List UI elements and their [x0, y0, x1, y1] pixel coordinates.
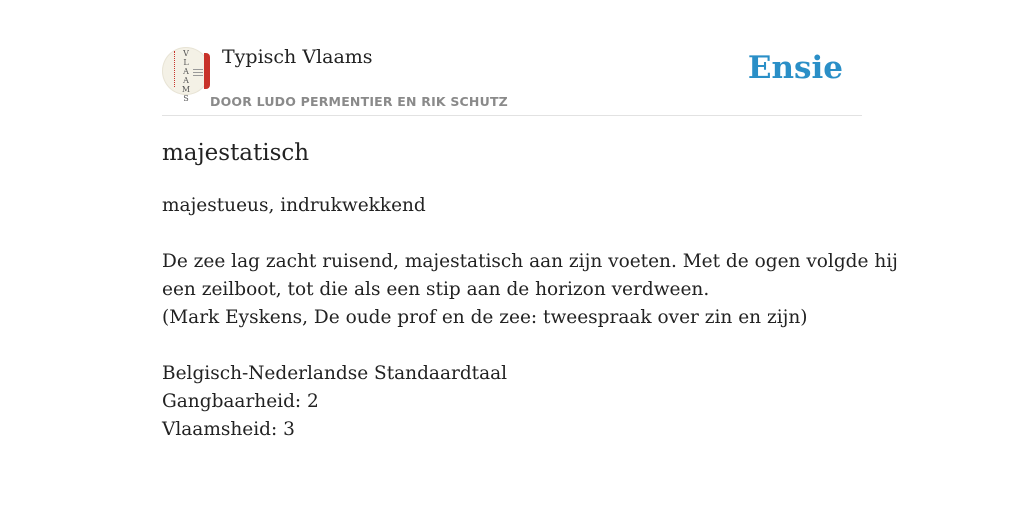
entry-vlaamsheid: Vlaamsheid: 3 — [162, 419, 295, 440]
avatar-lines — [193, 69, 203, 78]
entry-body — [162, 192, 898, 444]
entry-example-line-1: De zee lag zacht ruisend, majestatisch aan zijn voeten. Met de ogen volgde hij — [162, 251, 898, 272]
byline: DOOR LUDO PERMENTIER EN RIK SCHUTZ — [210, 94, 508, 109]
avatar-lettering: V L A A M S — [181, 49, 191, 103]
entry-gangbaarheid: Gangbaarheid: 2 — [162, 391, 319, 412]
page-container — [162, 0, 898, 440]
entry-example-line-2: een zeilboot, tot die als een stip aan de horizon verdween. — [162, 279, 710, 300]
spacer — [162, 332, 862, 360]
entry-source: (Mark Eyskens, De oude prof en de zee: tweespraak over zin en zijn) — [162, 307, 808, 328]
entry-definition: majestueus, indrukwekkend — [162, 195, 426, 216]
entry-term: majestatisch — [162, 140, 310, 166]
entry-language: Belgisch-Nederlandse Standaardtaal — [162, 363, 508, 384]
brand-logo-link[interactable]: Ensie — [747, 50, 843, 86]
avatar-accent — [204, 53, 210, 89]
avatar-decoration — [174, 51, 177, 87]
site-title[interactable]: Typisch Vlaams — [222, 46, 373, 68]
spacer — [162, 220, 862, 248]
header — [162, 0, 862, 116]
avatar[interactable] — [162, 47, 210, 103]
